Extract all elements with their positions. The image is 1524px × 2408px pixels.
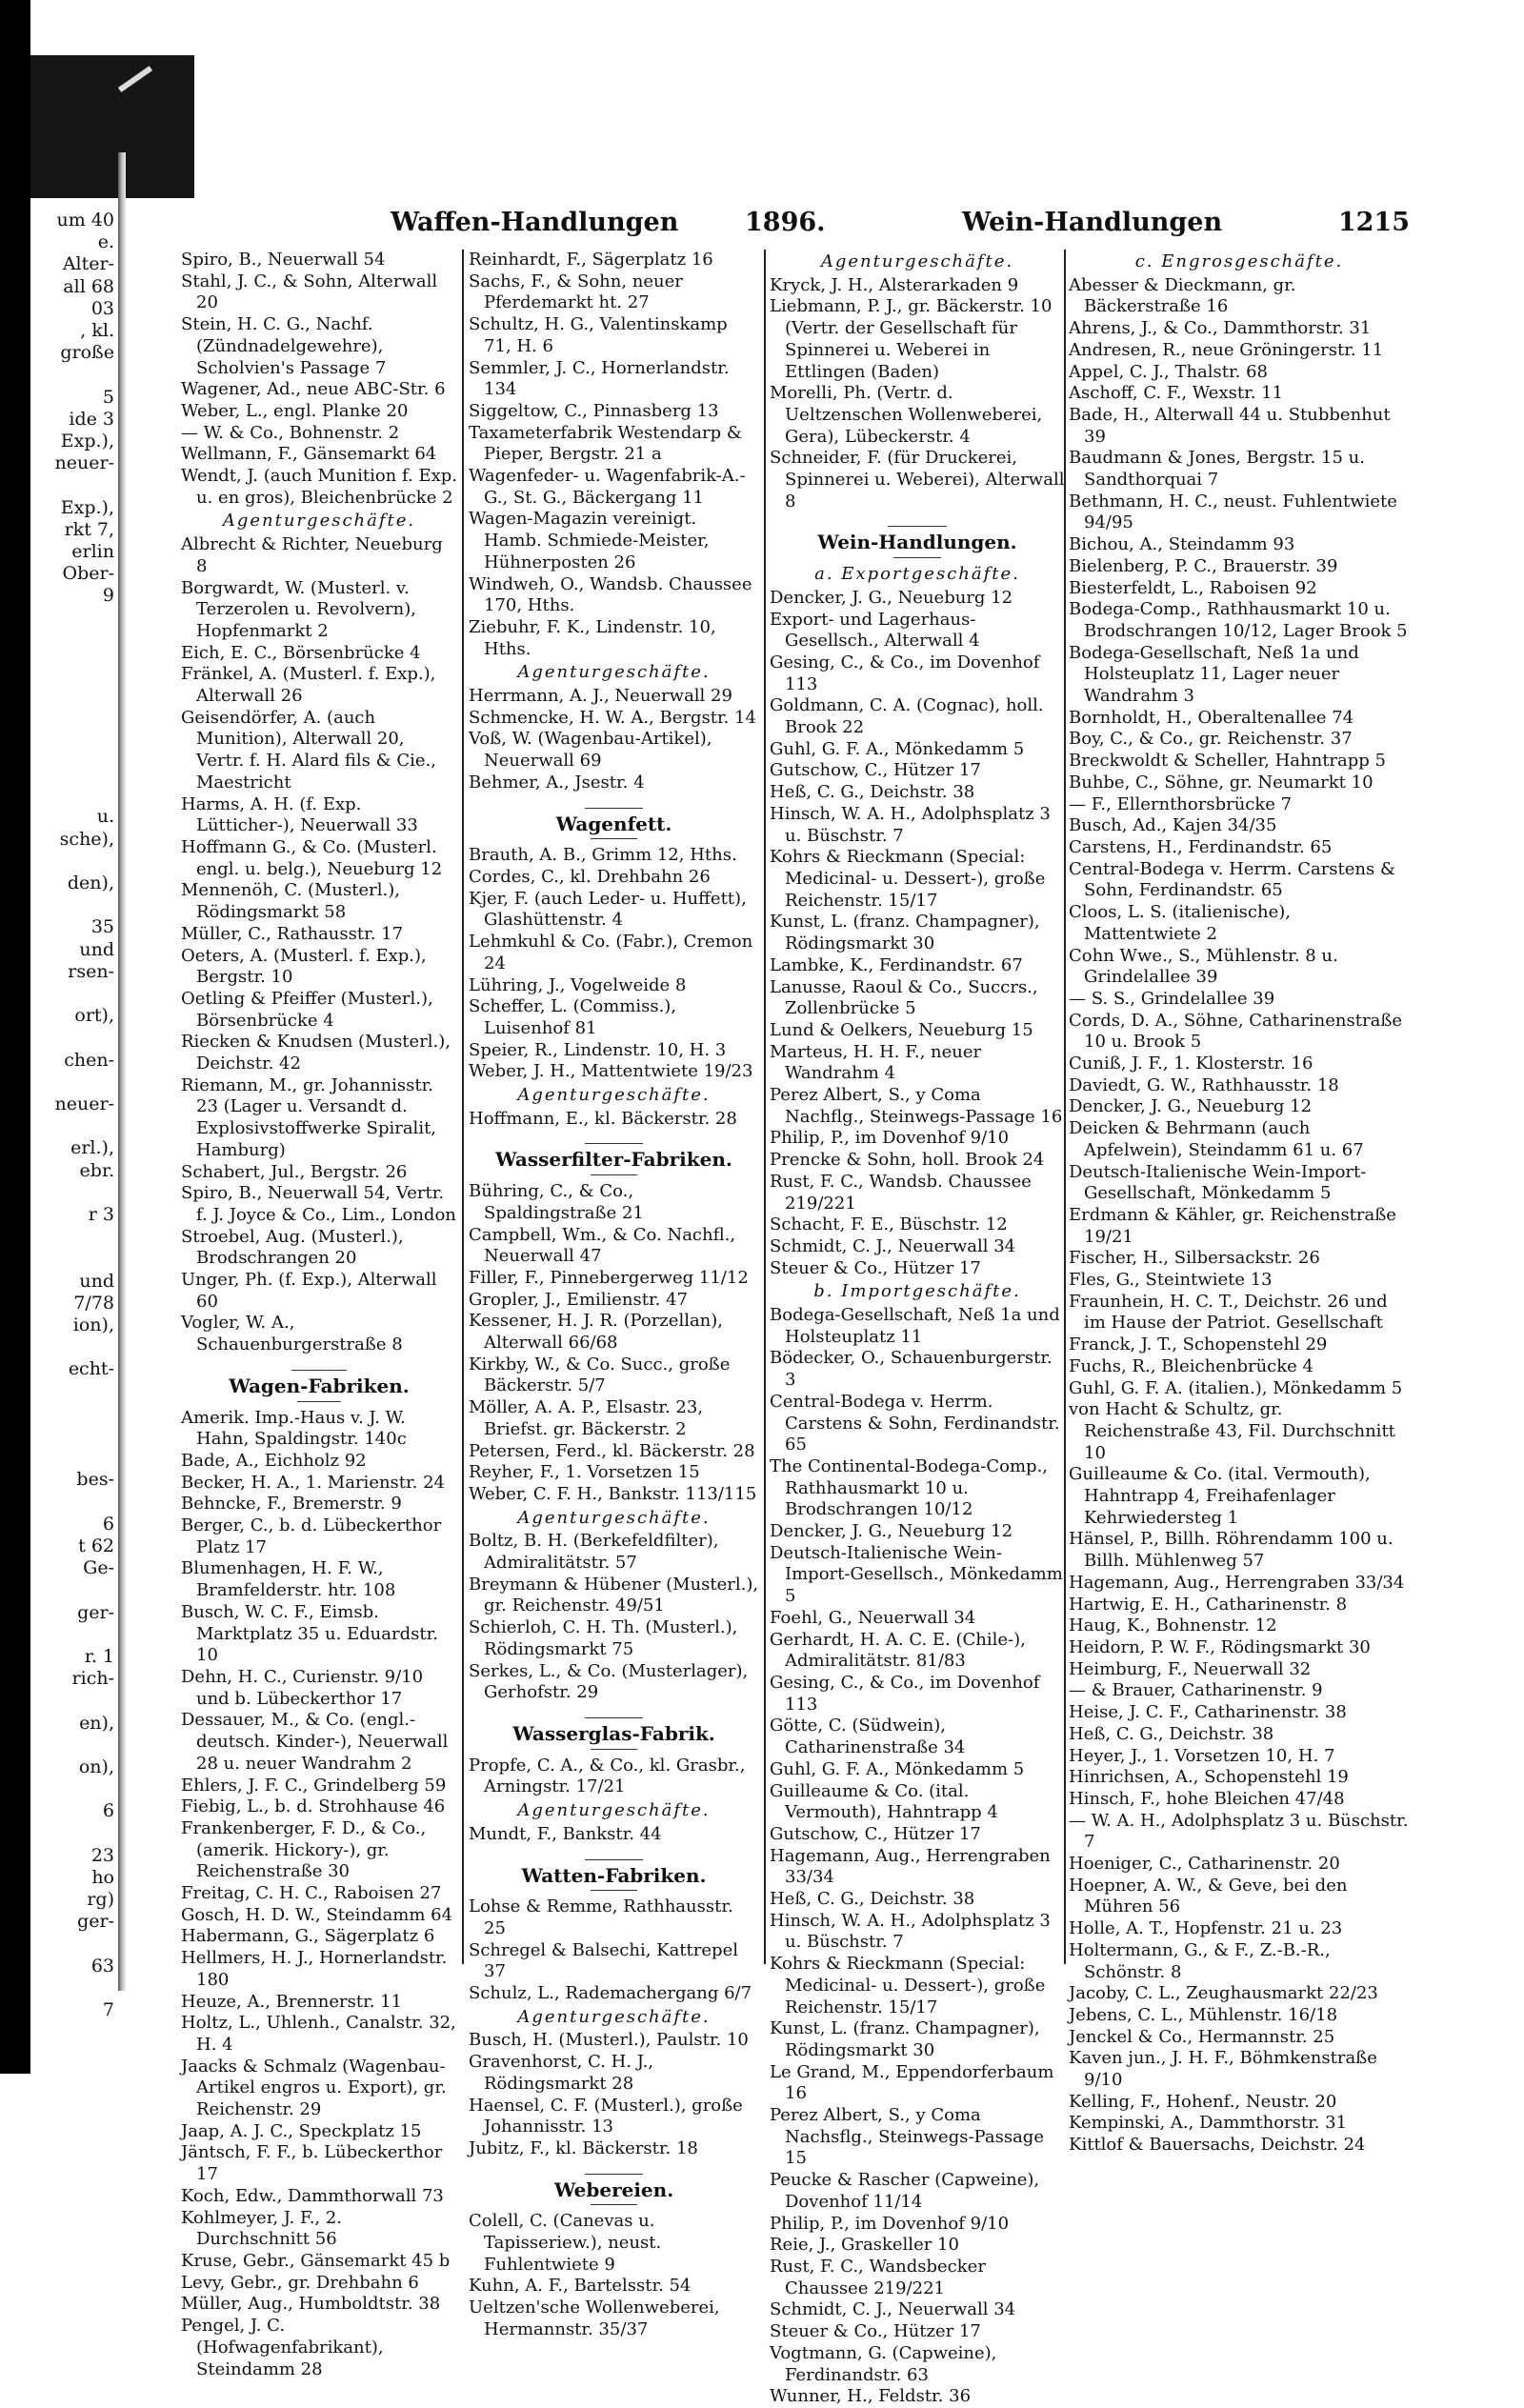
directory-entry: Unger, Ph. (f. Exp.), Alterwall 60 — [181, 1270, 437, 1312]
directory-entry: Dencker, J. G., Neueburg 12 — [770, 1521, 1013, 1542]
facing-page-text: Exp.), — [60, 431, 114, 452]
directory-entry: Gesing, C., & Co., im Dovenhof 113 — [770, 1673, 1040, 1715]
facing-page-text: ho — [91, 1867, 114, 1888]
directory-entry: Heß, C. G., Deichstr. 38 — [770, 782, 975, 803]
directory-entry: Ahrens, J., & Co., Dammthorstr. 31 — [1069, 318, 1372, 339]
directory-entry: Kuhn, A. F., Bartelsstr. 54 — [469, 2276, 692, 2297]
directory-entry: Jacoby, C. L., Zeughausmarkt 22/23 — [1069, 1983, 1378, 2004]
directory-entry: Schmidt, C. J., Neuerwall 34 — [770, 1235, 1016, 1256]
facing-page-text: u. — [96, 806, 114, 828]
directory-entry: Fraunhein, H. C. T., Deichstr. 26 und im Hause der Patriot. Gesellschaft — [1069, 1291, 1388, 1334]
directory-entry: Amerik. Imp.-Haus v. J. W. Hahn, Spaldingstr. 140c — [181, 1407, 407, 1450]
directory-entry: Freitag, C. H. C., Raboisen 27 — [181, 1883, 442, 1904]
directory-entry: Schneider, F. (für Druckerei, Spinnerei u. Weberei), Alterwall 8 — [770, 448, 1065, 512]
directory-entry: Holle, A. T., Hopfenstr. 21 u. 23 — [1069, 1918, 1343, 1939]
directory-entry: Buhbe, C., Söhne, gr. Neumarkt 10 — [1069, 772, 1374, 793]
directory-entry: Baudmann & Jones, Bergstr. 15 u. Sandthorquai 7 — [1069, 448, 1365, 491]
facing-page-text: bes- — [76, 1469, 114, 1491]
directory-column-2 — [469, 250, 759, 2339]
section-heading: Webereien. — [469, 2174, 759, 2206]
directory-entry: Aschoff, C. F., Wexstr. 11 — [1069, 383, 1284, 404]
directory-entry: Daviedt, G. W., Rathhausstr. 18 — [1069, 1074, 1339, 1095]
facing-page-text: ide 3 — [69, 408, 114, 430]
directory-entry: Le Grand, M., Eppendorferbaum 16 — [770, 2061, 1054, 2104]
section-heading: Wasserglas-Fabrik. — [469, 1717, 759, 1750]
facing-page-text: Ge- — [83, 1557, 114, 1579]
directory-entry: Philip, P., im Dovenhof 9/10 — [770, 2213, 1010, 2234]
directory-entry: Hoepner, A. W., & Geve, bei den Mühren 56 — [1069, 1875, 1348, 1917]
facing-page-text: erl.), — [70, 1137, 114, 1159]
directory-entry: Oeters, A. (Musterl. f. Exp.), Bergstr. 10 — [181, 945, 427, 988]
directory-entry: Filler, F., Pinnebergerweg 11/12 — [469, 1267, 749, 1288]
facing-page-text: Alter- — [62, 253, 114, 275]
directory-entry: Gesing, C., & Co., im Dovenhof 113 — [770, 652, 1040, 694]
directory-entry: Eich, E. C., Börsenbrücke 4 — [181, 642, 421, 663]
directory-entry: Geisendörfer, A. (auch Munition), Alterwall 20, Vertr. f. H. Alard fils & Cie., Maestricht — [181, 707, 436, 793]
directory-entry: Ziebuhr, F. K., Lindenstr. 10, Hths. — [469, 616, 716, 659]
directory-entry: Cords, D. A., Söhne, Catharinenstraße 10 u. Brook 5 — [1069, 1010, 1403, 1053]
directory-entry: Marteus, H. H. F., neuer Wandrahm 4 — [770, 1041, 982, 1084]
directory-entry: Gropler, J., Emilienstr. 47 — [469, 1289, 688, 1310]
directory-entry: Fischer, H., Silbersackstr. 26 — [1069, 1248, 1320, 1269]
facing-page-text: große — [60, 342, 114, 364]
directory-entry: Blumenhagen, H. F. W., Bramfelderstr. htr. 108 — [181, 1558, 396, 1601]
directory-entry: Brauth, A. B., Grimm 12, Hths. — [469, 845, 737, 866]
directory-entry: Jebens, C. L., Mühlenstr. 16/18 — [1069, 2004, 1338, 2025]
directory-entry: Berger, C., b. d. Lübeckerthor Platz 17 — [181, 1515, 442, 1557]
subsection-heading: Agenturgeschäfte. — [517, 1800, 711, 1821]
directory-entry: Haensel, C. F. (Musterl.), große Johannisstr. 13 — [469, 2095, 743, 2137]
directory-entry: — & Brauer, Catharinenstr. 9 — [1069, 1680, 1323, 1701]
directory-entry: Propfe, C. A., & Co., kl. Grasbr., Arningstr. 17/21 — [469, 1755, 746, 1797]
directory-entry: Hoffmann, E., kl. Bäckerstr. 28 — [469, 1108, 737, 1129]
directory-entry: Bodega-Gesellschaft, Neß 1a und Holsteuplatz 11 — [770, 1305, 1060, 1347]
directory-entry: Franck, J. T., Schopenstehl 29 — [1069, 1334, 1328, 1355]
directory-entry: Mennenöh, C. (Musterl.), Rödingsmarkt 58 — [181, 880, 400, 923]
directory-entry: Kaven jun., J. H. F., Böhmkenstraße 9/10 — [1069, 2048, 1377, 2091]
directory-entry: Colell, C. (Canevas u. Tapisseriew.), neust. Fuhlentwiete 9 — [469, 2211, 662, 2275]
directory-entry: Haug, K., Bohnenstr. 12 — [1069, 1615, 1277, 1636]
directory-entry: Hoffmann G., & Co. (Musterl. engl. u. belg.), Neueburg 12 — [181, 836, 443, 879]
directory-entry: Jäntsch, F. F., b. Lübeckerthor 17 — [181, 2142, 443, 2185]
directory-entry: Schulz, L., Rademachergang 6/7 — [469, 1983, 752, 2004]
facing-page-text: ion), — [72, 1314, 114, 1335]
directory-entry: Cohn Wwe., S., Mühlenstr. 8 u. Grindelallee 39 — [1069, 945, 1338, 988]
facing-page-text: neuer- — [54, 452, 114, 474]
directory-entry: Schmencke, H. W. A., Bergstr. 14 — [469, 707, 756, 728]
directory-entry: Lehmkuhl & Co. (Fabr.), Cremon 24 — [469, 932, 753, 973]
directory-column-1 — [181, 250, 457, 2379]
subsection-heading: Agenturgeschäfte. — [517, 662, 711, 683]
section-heading: Wein-Handlungen. — [770, 526, 1065, 558]
directory-entry: Hinsch, F., hohe Bleichen 47/48 — [1069, 1788, 1345, 1809]
directory-entry: Ueltzen'sche Wollenweberei, Hermannstr. 35/37 — [469, 2298, 720, 2339]
facing-page-text: en), — [79, 1712, 114, 1734]
facing-page-text: um 40 — [56, 210, 114, 231]
directory-entry: Schmidt, C. J., Neuerwall 34 — [770, 2299, 1016, 2320]
directory-entry: Scheffer, L. (Commiss.), Luisenhof 81 — [469, 996, 677, 1038]
directory-entry: Jubitz, F., kl. Bäckerstr. 18 — [469, 2137, 698, 2158]
directory-entry: Kohlmeyer, J. F., 2. Durchschnitt 56 — [181, 2207, 343, 2250]
directory-entry: Jaacks & Schmalz (Wagenbau-Artikel engros u. Export), gr. Reichenstr. 29 — [181, 2056, 447, 2120]
directory-entry: Cordes, C., kl. Drehbahn 26 — [469, 866, 711, 887]
section-heading: Wagen-Fabriken. — [181, 1370, 457, 1402]
directory-entry: Fränkel, A. (Musterl. f. Exp.), Alterwall 26 — [181, 664, 436, 707]
directory-entry: Dessauer, M., & Co. (engl.-deutsch. Kinder-), Neuerwall 28 u. neuer Wandrahm 2 — [181, 1710, 449, 1774]
directory-entry: Wagen-Magazin vereinigt. Hamb. Schmiede-Meister, Hühnerposten 26 — [469, 509, 710, 572]
directory-entry: Abesser & Dieckmann, gr. Bäckerstraße 16 — [1069, 274, 1296, 317]
directory-entry: Bornholdt, H., Oberaltenallee 74 — [1069, 707, 1354, 728]
directory-entry: Möller, A. A. P., Elsastr. 23, Briefst. gr. Bäckerstr. 2 — [469, 1397, 704, 1439]
directory-entry: Schultz, H. G., Valentinskamp 71, H. 6 — [469, 314, 728, 356]
facing-page-text: echt- — [68, 1358, 114, 1380]
directory-entry: Busch, Ad., Kajen 34/35 — [1069, 815, 1277, 836]
subsection-heading: Agenturgeschäfte. — [517, 1085, 711, 1106]
directory-entry: Schierloh, C. H. Th. (Musterl.), Rödingsmarkt 75 — [469, 1617, 738, 1659]
directory-entry: Müller, Aug., Humboldtstr. 38 — [181, 2294, 441, 2315]
facing-page-text: ebr. — [79, 1159, 114, 1181]
directory-entry: Biesterfeldt, L., Raboisen 92 — [1069, 577, 1317, 598]
subsection-heading: Agenturgeschäfte. — [222, 511, 416, 532]
directory-entry: Heuze, A., Brennerstr. 11 — [181, 1991, 403, 2012]
directory-entry: Guilleaume & Co. (ital. Vermouth), Hahntrapp 4 — [770, 1780, 998, 1823]
facing-page-text: 7 — [102, 1999, 114, 2021]
directory-entry: Breckwoldt & Scheller, Hahntrapp 5 — [1069, 751, 1386, 772]
directory-entry: Lohse & Remme, Rathhausstr. 25 — [469, 1896, 733, 1938]
facing-page-text: t 62 — [78, 1535, 114, 1556]
directory-entry: Campbell, Wm., & Co. Nachfl., Neuerwall 47 — [469, 1224, 736, 1267]
directory-entry: Bodega-Gesellschaft, Neß 1a und Holsteuplatz 11, Lager neuer Wandrahm 3 — [1069, 642, 1359, 707]
directory-entry: Kohrs & Rieckmann (Special: Medicinal- u. Dessert-), große Reichenstr. 15/17 — [770, 847, 1046, 911]
directory-entry: Bethmann, H. C., neust. Fuhlentwiete 94/95 — [1069, 491, 1397, 533]
facing-page-text: 7/78 — [73, 1292, 114, 1314]
facing-page-text: 9 — [102, 585, 114, 607]
directory-entry: Guhl, G. F. A., Mönkedamm 5 — [770, 1758, 1025, 1779]
directory-entry: Dencker, J. G., Neueburg 12 — [770, 587, 1013, 608]
directory-entry: Heß, C. G., Deichstr. 38 — [1069, 1723, 1274, 1744]
directory-entry: Perez Albert, S., y Coma Nachflg., Steinwegs-Passage 16 — [770, 1085, 1063, 1127]
directory-entry: Central-Bodega v. Herrm. Carstens & Sohn, Ferdinandstr. 65 — [770, 1391, 1060, 1455]
directory-column-3 — [770, 250, 1065, 2407]
directory-entry: Breymann & Hübener (Musterl.), gr. Reichenstr. 49/51 — [469, 1574, 759, 1616]
facing-page-text: chen- — [64, 1049, 114, 1071]
directory-entry: Jaap, A. J. C., Speckplatz 15 — [181, 2120, 422, 2141]
directory-entry: Hartwig, E. H., Catharinenstr. 8 — [1069, 1594, 1348, 1615]
directory-entry: Schabert, Jul., Bergstr. 26 — [181, 1161, 408, 1182]
facing-page-text: rsen- — [68, 960, 114, 982]
directory-entry: Fiebig, L., b. d. Strohhause 46 — [181, 1796, 446, 1817]
directory-entry: Behmer, A., Jsestr. 4 — [469, 772, 645, 793]
directory-entry: Guhl, G. F. A., Mönkedamm 5 — [770, 738, 1025, 759]
directory-entry: Siggeltow, C., Pinnasberg 13 — [469, 400, 719, 421]
running-head-left: Waffen-Handlungen — [391, 208, 679, 237]
facing-page-text: 23 — [90, 1844, 114, 1866]
facing-page-text: on), — [78, 1756, 114, 1777]
directory-entry: Bielenberg, P. C., Brauerstr. 39 — [1069, 555, 1338, 576]
directory-entry: Weber, L., engl. Planke 20 — [181, 400, 409, 421]
directory-entry: Borgwardt, W. (Musterl. v. Terzerolen u. Revolvern), Hopfenmarkt 2 — [181, 577, 416, 641]
running-head-year: 1896. — [745, 208, 826, 237]
directory-entry: Dencker, J. G., Neueburg 12 — [1069, 1096, 1313, 1117]
directory-entry: Liebmann, P. J., gr. Bäckerstr. 10 (Vertr. der Gesellschaft für Spinnerei u. Weberei in Ettlingen (Baden) — [770, 296, 1053, 382]
directory-entry: Wellmann, F., Gänsemarkt 64 — [181, 444, 437, 465]
directory-entry: Kempinski, A., Dammthorstr. 31 — [1069, 2113, 1348, 2134]
facing-page-text: r. 1 — [84, 1646, 114, 1667]
directory-entry: Gutschow, C., Hützer 17 — [770, 1823, 981, 1844]
directory-entry: Steuer & Co., Hützer 17 — [770, 1257, 981, 1278]
directory-entry: Hagemann, Aug., Herrengraben 33/34 — [770, 1845, 1051, 1888]
facing-page-text: all 68 — [63, 275, 114, 297]
directory-entry: Weber, C. F. H., Bankstr. 113/115 — [469, 1483, 757, 1504]
directory-entry: Spiro, B., Neuerwall 54, Vertr. f. J. Joyce & Co., Lim., London — [181, 1183, 456, 1225]
column-rule — [764, 250, 766, 1964]
directory-entry: Heise, J. C. F., Catharinenstr. 38 — [1069, 1702, 1347, 1723]
subsection-heading: c. Engrosgeschäfte. — [1134, 251, 1344, 271]
directory-entry: Guhl, G. F. A. (italien.), Mönkedamm 5 — [1069, 1377, 1403, 1398]
directory-entry: Schregel & Balsechi, Kattrepel 37 — [469, 1939, 738, 1982]
facing-page-text: 63 — [90, 1955, 114, 1977]
directory-entry: Weber, J. H., Mattentwiete 19/23 — [469, 1061, 753, 1082]
directory-entry: Semmler, J. C., Hornerlandstr. 134 — [469, 357, 730, 400]
directory-entry: Export- und Lagerhaus-Gesellsch., Alterwall 4 — [770, 609, 980, 652]
directory-entry: Serkes, L., & Co. (Musterlager), Gerhofstr. 29 — [469, 1660, 749, 1703]
facing-page-text: Ober- — [62, 563, 114, 585]
directory-entry: Gerhardt, H. A. C. E. (Chile-), Admiralitätstr. 81/83 — [770, 1629, 1026, 1672]
directory-entry: Stroebel, Aug. (Musterl.), Brodschrangen 20 — [181, 1226, 404, 1269]
section-heading: Wagenfett. — [469, 808, 759, 840]
facing-page-text: ort), — [74, 1005, 114, 1027]
directory-entry: Lambke, K., Ferdinandstr. 67 — [770, 954, 1023, 975]
facing-page-text: r 3 — [88, 1204, 114, 1225]
directory-entry: Hinsch, W. A. H., Adolphsplatz 3 u. Büschstr. 7 — [770, 1910, 1051, 1953]
subsection-heading: Agenturgeschäfte. — [820, 251, 1014, 271]
directory-entry: Kryck, J. H., Alsterarkaden 9 — [770, 274, 1019, 295]
directory-entry: Levy, Gebr., gr. Drehbahn 6 — [181, 2272, 419, 2293]
directory-entry: Boy, C., & Co., gr. Reichenstr. 37 — [1069, 729, 1353, 750]
directory-entry: Hinsch, W. A. H., Adolphsplatz 3 u. Büschstr. 7 — [770, 803, 1051, 846]
directory-entry: Cuniß, J. F., 1. Klosterstr. 16 — [1069, 1054, 1313, 1074]
directory-entry: Riecken & Knudsen (Musterl.), Deichstr. 42 — [181, 1032, 451, 1074]
facing-page-text: rg) — [87, 1889, 114, 1911]
section-heading: Watten-Fabriken. — [469, 1859, 759, 1892]
directory-entry: Sachs, F., & Sohn, neuer Pferdemarkt ht. 27 — [469, 271, 683, 313]
subsection-heading: Agenturgeschäfte. — [517, 1507, 711, 1528]
directory-entry: Goldmann, C. A. (Cognac), holl. Brook 22 — [770, 695, 1044, 738]
directory-entry: Heß, C. G., Deichstr. 38 — [770, 1889, 975, 1910]
facing-page-text: rich- — [71, 1668, 114, 1690]
facing-page-text: 6 — [102, 1513, 114, 1535]
directory-entry: Albrecht & Richter, Neueburg 8 — [181, 534, 443, 576]
directory-entry: Gravenhorst, C. H. J., Rödingsmarkt 28 — [469, 2052, 654, 2094]
directory-entry: Kunst, L. (franz. Champagner), Rödingsmarkt 30 — [770, 2018, 1040, 2060]
directory-entry: Koch, Edw., Dammthorwall 73 — [181, 2185, 444, 2206]
directory-entry: von Hacht & Schultz, gr. Reichenstraße 43, Fil. Durchschnitt 10 — [1069, 1399, 1395, 1463]
directory-entry: Wagener, Ad., neue ABC-Str. 6 — [181, 379, 446, 400]
section-heading: Wasserfilter-Fabriken. — [469, 1143, 759, 1175]
directory-entry: Central-Bodega v. Herrm. Carstens & Sohn, Ferdinandstr. 65 — [1069, 858, 1395, 901]
directory-entry: The Continental-Bodega-Comp., Rathhausmarkt 10 u. Brodschrangen 10/12 — [770, 1455, 1049, 1520]
directory-entry: Wendt, J. (auch Munition f. Exp. u. en gros), Bleichenbrücke 2 — [181, 466, 457, 508]
directory-entry: Fuchs, R., Bleichenbrücke 4 — [1069, 1355, 1314, 1376]
directory-entry: Windweh, O., Wandsb. Chaussee 170, Hths. — [469, 573, 752, 616]
directory-entry: Habermann, G., Sägerplatz 6 — [181, 1926, 435, 1947]
directory-entry: Deutsch-Italienische Wein-Import-Gesellsch., Mönkedamm 5 — [770, 1542, 1063, 1607]
directory-entry: Stein, H. C. G., Nachf. (Zündnadelgewehre), Scholvien's Passage 7 — [181, 314, 387, 378]
directory-entry: Ehlers, J. F. C., Grindelberg 59 — [181, 1775, 447, 1796]
directory-entry: — W. & Co., Bohnenstr. 2 — [181, 422, 400, 443]
directory-entry: Carstens, H., Ferdinandstr. 65 — [1069, 836, 1333, 857]
directory-entry: Heidorn, P. W. F., Rödingsmarkt 30 — [1069, 1637, 1371, 1657]
running-head-right: Wein-Handlungen — [962, 208, 1223, 237]
directory-entry: Herrmann, A. J., Neuerwall 29 — [469, 686, 732, 707]
facing-page-text: e. — [97, 231, 114, 253]
directory-entry: Busch, W. C. F., Eimsb. Marktplatz 35 u. Eduardstr. 10 — [181, 1601, 438, 1666]
directory-entry: Reinhardt, F., Sägerplatz 16 — [469, 250, 713, 270]
directory-entry: Speier, R., Lindenstr. 10, H. 3 — [469, 1039, 727, 1060]
facing-page-text: 35 — [90, 916, 114, 938]
directory-entry: Busch, H. (Musterl.), Paulstr. 10 — [469, 2030, 749, 2051]
facing-page-text: 6 — [102, 1800, 114, 1822]
facing-page-fragment — [30, 210, 118, 2067]
directory-entry: Kessener, H. J. R. (Porzellan), Alterwall 66/68 — [469, 1311, 724, 1354]
directory-entry: Kirkby, W., & Co. Succ., große Bäckerstr. 5/7 — [469, 1354, 731, 1396]
directory-entry: Bühring, C., & Co., Spaldingstraße 21 — [469, 1181, 644, 1223]
facing-page-text: ger- — [77, 1601, 114, 1623]
directory-entry: Foehl, G., Neuerwall 34 — [770, 1607, 976, 1628]
facing-page-text: erlin — [71, 541, 114, 562]
directory-entry: — S. S., Grindelallee 39 — [1069, 988, 1275, 1009]
directory-entry: Schacht, F. E., Büschstr. 12 — [770, 1214, 1008, 1235]
directory-entry: Kjer, F. (auch Leder- u. Huffett), Glashüttenstr. 4 — [469, 888, 747, 931]
directory-entry: Reie, J., Graskeller 10 — [770, 2235, 959, 2256]
directory-entry: Wagenfeder- u. Wagenfabrik-A.-G., St. G., Bäckergang 11 — [469, 466, 746, 508]
facing-page-text: und — [79, 938, 114, 960]
directory-entry: Frankenberger, F. D., & Co., (amerik. Hickory-), gr. Reichenstraße 30 — [181, 1817, 427, 1882]
directory-entry: Kittlof & Bauersachs, Deichstr. 24 — [1069, 2135, 1366, 2156]
directory-entry: Heimburg, F., Neuerwall 32 — [1069, 1658, 1312, 1679]
directory-entry: Steuer & Co., Hützer 17 — [770, 2321, 981, 2342]
page-header — [181, 208, 1410, 246]
directory-entry: Wunner, H., Feldstr. 36 — [770, 2386, 972, 2407]
directory-entry: Müller, C., Rathausstr. 17 — [181, 923, 404, 944]
directory-entry: — W. A. H., Adolphsplatz 3 u. Büschstr. 7 — [1069, 1810, 1409, 1853]
page-number: 1215 — [1337, 208, 1410, 237]
directory-entry: Deutsch-Italienische Wein-Import-Gesellschaft, Mönkedamm 5 — [1069, 1161, 1367, 1204]
directory-column-4 — [1069, 250, 1410, 2156]
directory-entry: Kohrs & Rieckmann (Special: Medicinal- u. Dessert-), große Reichenstr. 15/17 — [770, 1954, 1046, 2017]
directory-entry: Hellmers, H. J., Hornerlandstr. 180 — [181, 1948, 448, 1990]
directory-entry: Bödecker, O., Schauenburgerstr. 3 — [770, 1348, 1053, 1391]
directory-entry: Dehn, H. C., Curienstr. 9/10 und b. Lübeckerthor 17 — [181, 1667, 424, 1709]
directory-entry: Boltz, B. H. (Berkefeldfilter), Admiralitätstr. 57 — [469, 1531, 719, 1574]
directory-entry: Voß, W. (Wagenbau-Artikel), Neuerwall 69 — [469, 729, 712, 772]
facing-page-text: 5 — [102, 386, 114, 408]
directory-entry: Guilleaume & Co. (ital. Vermouth), Hahntrapp 4, Freihafenlager Kehrwiedersteg 1 — [1069, 1464, 1371, 1528]
directory-entry: Spiro, B., Neuerwall 54 — [181, 250, 386, 270]
facing-page-text: und — [79, 1270, 114, 1292]
directory-entry: Andresen, R., neue Gröningerstr. 11 — [1069, 339, 1384, 360]
directory-entry: Taxameterfabrik Westendarp & Pieper, Bergstr. 21 a — [469, 422, 742, 465]
directory-entry: Vogler, W. A., Schauenburgerstraße 8 — [181, 1313, 403, 1355]
facing-page-text: neuer- — [54, 1094, 114, 1114]
directory-entry: Cloos, L. S. (italienische), Mattentwiete 2 — [1069, 902, 1291, 944]
page-gutter — [118, 152, 126, 1991]
scan-corner-mark — [30, 55, 194, 198]
facing-page-text: ger- — [77, 1911, 114, 1933]
directory-entry: Erdmann & Kähler, gr. Reichenstraße 19/21 — [1069, 1204, 1396, 1247]
directory-entry: Vogtmann, G. (Capweine), Ferdinandstr. 63 — [770, 2342, 997, 2385]
facing-page-text: rkt 7, — [64, 518, 114, 540]
facing-page-text: , kl. — [80, 320, 114, 341]
directory-entry: Deicken & Behrmann (auch Apfelwein), Steindamm 61 u. 67 — [1069, 1118, 1364, 1160]
facing-page-text: Exp.), — [60, 496, 114, 518]
directory-entry: Pengel, J. C. (Hofwagenfabrikant), Steindamm 28 — [181, 2316, 384, 2379]
directory-entry: Kelling, F., Hohenf., Neustr. 20 — [1069, 2091, 1337, 2112]
directory-entry: Rust, F. C., Wandsbecker Chaussee 219/221 — [770, 2256, 986, 2298]
subsection-heading: b. Importgeschäfte. — [813, 1281, 1021, 1302]
directory-entry: Bade, H., Alterwall 44 u. Stubbenhut 39 — [1069, 404, 1391, 447]
directory-entry: Hänsel, P., Billh. Röhrendamm 100 u. Billh. Mühlenweg 57 — [1069, 1529, 1394, 1572]
directory-entry: Philip, P., im Dovenhof 9/10 — [770, 1128, 1010, 1149]
directory-entry: Lanusse, Raoul & Co., Succrs., Zollenbrücke 5 — [770, 976, 1038, 1019]
facing-page-text: 03 — [90, 297, 114, 319]
directory-entry: Holtermann, G., & F., Z.-B.-R., Schönstr. 8 — [1069, 1939, 1331, 1982]
directory-entry: Mundt, F., Bankstr. 44 — [469, 1823, 662, 1844]
directory-entry: Bichou, A., Steindamm 93 — [1069, 534, 1295, 555]
directory-entry: Hagemann, Aug., Herrengraben 33/34 — [1069, 1572, 1405, 1593]
facing-page-text: sche), — [59, 828, 114, 850]
directory-entry: Stahl, J. C., & Sohn, Alterwall 20 — [181, 271, 438, 313]
directory-entry: Becker, H. A., 1. Marienstr. 24 — [181, 1472, 446, 1493]
subsection-heading: a. Exportgeschäfte. — [814, 564, 1020, 585]
directory-entry: Oetling & Pfeiffer (Musterl.), Börsenbrücke 4 — [181, 988, 433, 1031]
directory-entry: Bodega-Comp., Rathhausmarkt 10 u. Brodschrangen 10/12, Lager Brook 5 — [1069, 599, 1408, 641]
directory-entry: Perez Albert, S., y Coma Nachsflg., Steinwegs-Passage 15 — [770, 2105, 1044, 2169]
directory-entry: Appel, C. J., Thalstr. 68 — [1069, 361, 1268, 382]
directory-entry: Fles, G., Steintwiete 13 — [1069, 1270, 1273, 1291]
directory-entry: Heyer, J., 1. Vorsetzen 10, H. 7 — [1069, 1745, 1335, 1766]
directory-entry: Lühring, J., Vogelweide 8 — [469, 974, 687, 995]
directory-entry: Morelli, Ph. (Vertr. d. Ueltzenschen Wollenweberei, Gera), Lübeckerstr. 4 — [770, 383, 1043, 447]
directory-entry: Behncke, F., Bremerstr. 9 — [181, 1494, 402, 1515]
directory-entry: Gutschow, C., Hützer 17 — [770, 760, 981, 781]
directory-entry: Lund & Oelkers, Neueburg 15 — [770, 1019, 1033, 1040]
directory-entry: Peucke & Rascher (Capweine), Dovenhof 11/14 — [770, 2170, 1040, 2212]
directory-entry: Holtz, L., Uhlenh., Canalstr. 32, H. 4 — [181, 2013, 456, 2055]
directory-entry: Götte, C. (Südwein), Catharinenstraße 34 — [770, 1716, 966, 1758]
directory-entry: — F., Ellernthorsbrücke 7 — [1069, 793, 1293, 814]
directory-entry: Harms, A. H. (f. Exp. Lütticher-), Neuerwall 33 — [181, 793, 418, 836]
directory-entry: Riemann, M., gr. Johannisstr. 23 (Lager u. Versandt d. Explosivstoffwerke Spiralit, Hamburg) — [181, 1074, 437, 1160]
directory-entry: Jenckel & Co., Hermannstr. 25 — [1069, 2026, 1335, 2047]
facing-page-text: den), — [67, 873, 114, 893]
directory-entry: Bade, A., Eichholz 92 — [181, 1450, 367, 1471]
directory-entry: Reyher, F., 1. Vorsetzen 15 — [469, 1462, 700, 1483]
directory-entry: Gosch, H. D. W., Steindamm 64 — [181, 1904, 453, 1925]
directory-entry: Petersen, Ferd., kl. Bäckerstr. 28 — [469, 1440, 755, 1461]
directory-entry: Kruse, Gebr., Gänsemarkt 45 b — [181, 2250, 451, 2271]
scan-edge — [0, 0, 30, 2074]
directory-entry: Prencke & Sohn, holl. Brook 24 — [770, 1150, 1045, 1171]
directory-entry: Rust, F. C., Wandsb. Chaussee 219/221 — [770, 1171, 1032, 1214]
directory-entry: Hinrichsen, A., Schopenstehl 19 — [1069, 1767, 1349, 1788]
directory-entry: Kunst, L. (franz. Champagner), Rödingsmarkt 30 — [770, 912, 1040, 954]
directory-entry: Hoeniger, C., Catharinenstr. 20 — [1069, 1854, 1340, 1875]
subsection-heading: Agenturgeschäfte. — [517, 2006, 711, 2027]
column-rule — [462, 250, 464, 1964]
